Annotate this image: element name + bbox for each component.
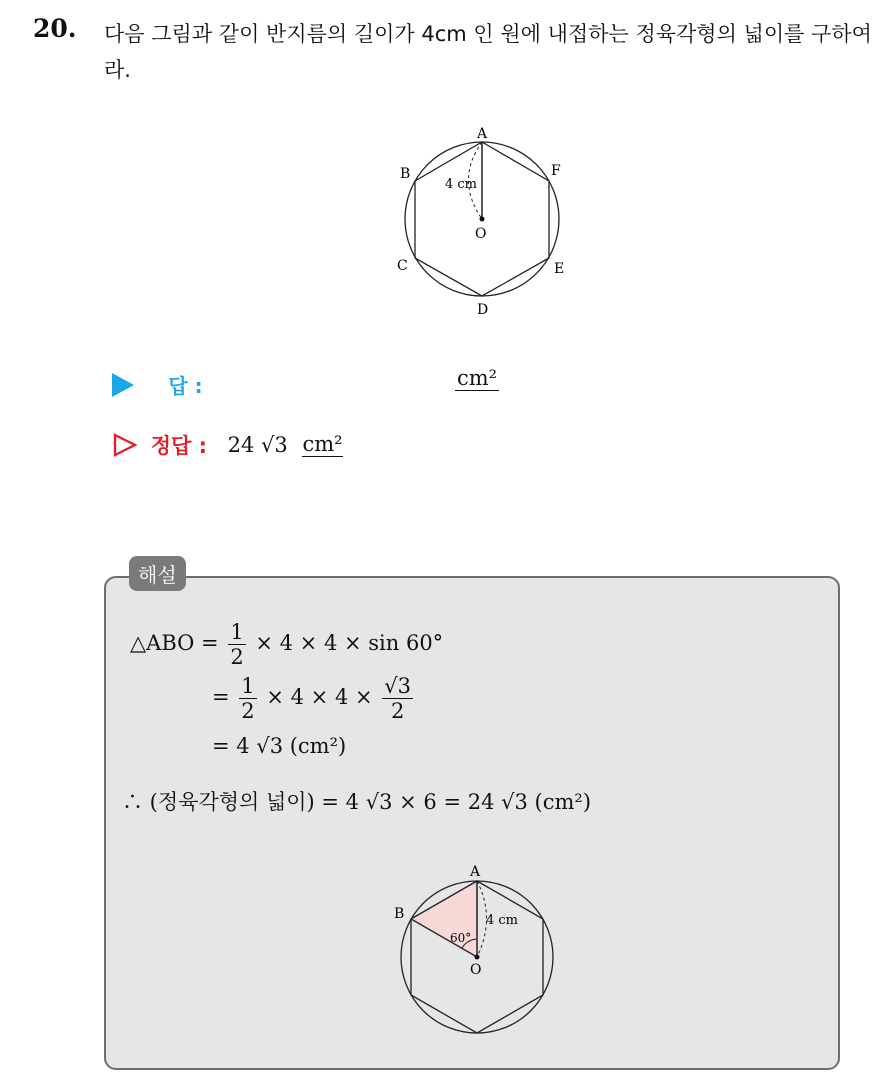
label-O: O bbox=[475, 226, 487, 242]
radius-label: 4 cm bbox=[445, 177, 478, 192]
label-C: C bbox=[397, 258, 408, 274]
explanation-tag: 해설 bbox=[129, 556, 186, 591]
fig2-label-A: A bbox=[470, 864, 481, 880]
explanation-line-1 bbox=[130, 620, 443, 669]
line2-rhs: × 4 × 4 × bbox=[266, 685, 373, 709]
label-B: B bbox=[400, 166, 411, 182]
fraction-half-2: $\frac{1}{2}$ bbox=[241, 674, 255, 723]
line1-rhs: × 4 × 4 × sin 60° bbox=[255, 631, 444, 655]
label-A: A bbox=[477, 126, 488, 142]
label-F: F bbox=[551, 163, 561, 179]
explanation-line-2: = $\frac{1}{2}$ × 4 × 4 × $\frac{√3}{2}$ bbox=[212, 674, 412, 723]
figure-hexagon-triangle bbox=[394, 858, 563, 1038]
solution-value: 24 √3 bbox=[227, 433, 288, 457]
answer-blank-unit[interactable]: cm² bbox=[457, 366, 498, 390]
fig2-angle-label: 60° bbox=[450, 931, 472, 945]
explanation-line-4: ∴ (정육각형의 넓이) = 4 √3 × 6 = 24 √3 (cm²) bbox=[122, 790, 592, 814]
fraction-half: $\frac{1}{2}$ bbox=[230, 620, 244, 669]
fig2-label-O: O bbox=[470, 962, 482, 978]
fraction-sqrt3-over-2: $\frac{√3}{2}$ bbox=[384, 674, 412, 723]
outline-play-icon bbox=[112, 432, 138, 458]
fig2-radius-label: 4 cm bbox=[486, 913, 519, 928]
figure-hexagon-circle bbox=[385, 118, 585, 323]
explanation-line-3: = 4 √3 (cm²) bbox=[212, 734, 347, 758]
solution-label: 정답 : bbox=[150, 434, 207, 458]
solution-row bbox=[112, 430, 343, 460]
question-number: 20. bbox=[33, 14, 77, 43]
fig2-label-B: B bbox=[394, 906, 405, 922]
solution-unit: cm² bbox=[302, 431, 343, 456]
answer-label: 답 : bbox=[168, 374, 203, 398]
label-E: E bbox=[554, 261, 565, 277]
question-text: 다음 그림과 같이 반지름의 길이가 4cm 인 원에 내접하는 정육각형의 넓이를 구하여라. bbox=[104, 22, 872, 82]
label-D: D bbox=[477, 302, 489, 318]
play-icon bbox=[112, 373, 134, 397]
line1-lhs: △ABO = bbox=[130, 631, 219, 655]
answer-row bbox=[112, 370, 203, 399]
